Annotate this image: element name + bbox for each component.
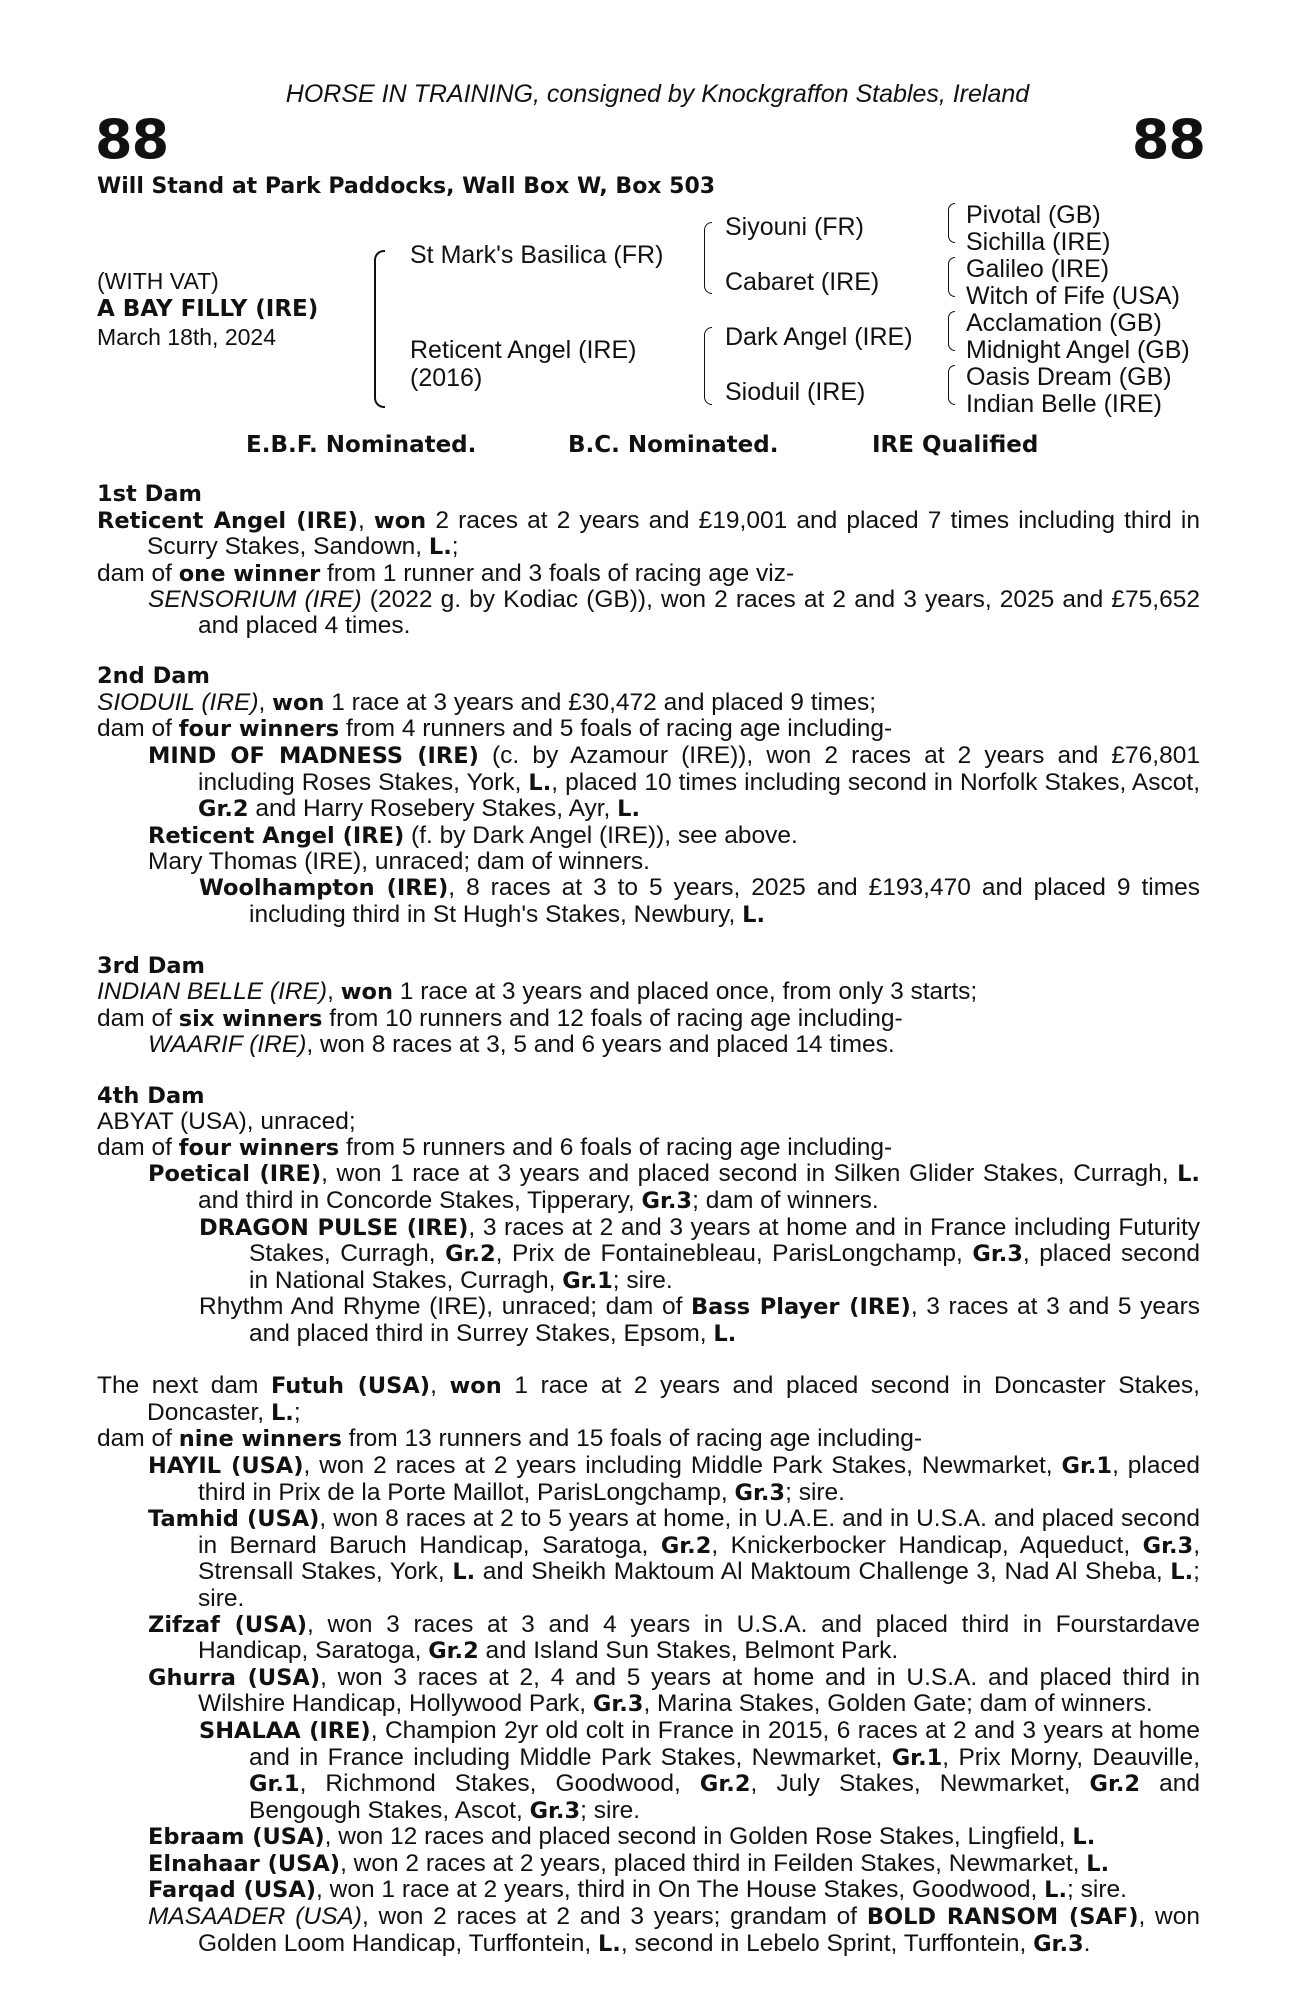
- pedigree-brace-main: [374, 250, 385, 408]
- vat-note: (WITH VAT): [97, 268, 219, 294]
- fourth-dam-record: ABYAT (USA), unraced;: [97, 1108, 356, 1136]
- ire-qualified: IRE Qualified: [872, 432, 1039, 458]
- next-dam-record: The next dam Futuh (USA), won 1 race at 2 years and placed second in Doncaster Stakes, Doncaster, L.;: [97, 1372, 1200, 1426]
- dam: Reticent Angel (IRE): [410, 336, 637, 364]
- pedigree-g6: Midnight Angel (GB): [966, 336, 1190, 364]
- third-dam-progeny: WAARIF (IRE), won 8 races at 3, 5 and 6 years and placed 14 times.: [148, 1031, 895, 1059]
- dam-sire: Dark Angel (IRE): [725, 323, 913, 351]
- pedigree-g7: Oasis Dream (GB): [966, 363, 1172, 391]
- pedigree-g1: Pivotal (GB): [966, 201, 1101, 229]
- next-dam-progeny-masaader: MASAADER (USA), won 2 races at 2 and 3 years; grandam of BOLD RANSOM (SAF), won Golden Loom Handicap, Turffontein, L., second in Lebelo Sprint, Turffontein, Gr.3.: [148, 1903, 1200, 1957]
- stable-location: Will Stand at Park Paddocks, Wall Box W, Box 503: [97, 174, 716, 199]
- pedigree-brace-g2: [948, 257, 955, 297]
- lot-number-left: 88: [95, 108, 169, 171]
- first-dam-progeny: SENSORIUM (IRE) (2022 g. by Kodiac (GB)), won 2 races at 2 and 3 years, 2025 and £75,652 and placed 4 times.: [148, 586, 1200, 639]
- third-dam-produce-summary: dam of six winners from 10 runners and 12 foals of racing age including-: [97, 1004, 903, 1032]
- first-dam-heading: 1st Dam: [97, 481, 202, 507]
- fourth-dam-heading: 4th Dam: [97, 1082, 205, 1109]
- next-dam-progeny-tamhid: Tamhid (USA), won 8 races at 2 to 5 years at home, in U.A.E. and in U.S.A. and placed second in Bernard Baruch Handicap, Saratoga, Gr.2, Knickerbocker Handicap, Aqueduct, Gr.3, Strensall Stakes, York, L. and Sheikh Maktoum Al Maktoum Challenge 3, Nad Al Sheba, L.; sire.: [148, 1505, 1200, 1612]
- next-dam-progeny-elnahaar: Elnahaar (USA), won 2 races at 2 years, placed third in Feilden Stakes, Newmarket, L.: [148, 1849, 1110, 1877]
- pedigree-brace-dam: [704, 327, 712, 405]
- foaling-date: March 18th, 2024: [97, 324, 277, 350]
- fourth-dam-grandprogeny-2: Rhythm And Rhyme (IRE), unraced; dam of Bass Player (IRE), 3 races at 3 and 5 years and placed third in Surrey Stakes, Epsom, L.: [199, 1293, 1200, 1347]
- next-dam-progeny-farqad: Farqad (USA), won 1 race at 2 years, third in On The House Stakes, Goodwood, L.; sire.: [148, 1876, 1127, 1904]
- second-dam-produce-summary: dam of four winners from 4 runners and 5 foals of racing age including-: [97, 715, 893, 743]
- pedigree-brace-sire: [704, 222, 712, 294]
- fourth-dam-produce-summary: dam of four winners from 5 runners and 6 foals of racing age including-: [97, 1133, 893, 1161]
- second-dam-progeny-2: Reticent Angel (IRE) (f. by Dark Angel (IRE)), see above.: [148, 821, 798, 849]
- consignor-header: HORSE IN TRAINING, consigned by Knockgraffon Stables, Ireland: [285, 80, 1030, 108]
- pedigree-brace-g1: [948, 203, 955, 243]
- second-dam-record: SIODUIL (IRE), won 1 race at 3 years and £30,472 and placed 9 times;: [97, 688, 877, 716]
- pedigree-brace-g3: [948, 311, 955, 351]
- next-dam-progeny-ghurra: Ghurra (USA), won 3 races at 2, 4 and 5 years at home and in U.S.A. and placed third in Wilshire Handicap, Hollywood Park, Gr.3, Marina Stakes, Golden Gate; dam of winners.: [148, 1663, 1200, 1718]
- next-dam-progeny-hayil: HAYIL (USA), won 2 races at 2 years including Middle Park Stakes, Newmarket, Gr.1, placed third in Prix de la Porte Maillot, ParisLongchamp, Gr.3; sire.: [148, 1451, 1200, 1506]
- pedigree-g3: Galileo (IRE): [966, 255, 1110, 283]
- next-dam-progeny-zifzaf: Zifzaf (USA), won 3 races at 3 and 4 years in U.S.A. and placed third in Fourstardave Handicap, Saratoga, Gr.2 and Island Sun Stakes, Belmont Park.: [148, 1610, 1201, 1665]
- first-dam-produce-summary: dam of one winner from 1 runner and 3 foals of racing age viz-: [97, 559, 795, 587]
- third-dam-record: INDIAN BELLE (IRE), won 1 race at 3 years and placed once, from only 3 starts;: [97, 978, 978, 1006]
- second-dam-progeny-3: Mary Thomas (IRE), unraced; dam of winners.: [148, 848, 650, 876]
- dam-year: (2016): [410, 364, 483, 392]
- pedigree-g2: Sichilla (IRE): [966, 228, 1111, 256]
- second-dam-heading: 2nd Dam: [97, 663, 210, 690]
- ebf-nomination: E.B.F. Nominated.: [246, 432, 477, 458]
- second-dam-progeny-1: MIND OF MADNESS (IRE) (c. by Azamour (IRE)), won 2 races at 2 years and £76,801 including Roses Stakes, York, L., placed 10 times including second in Norfolk Stakes, Ascot, Gr.2 and Harry Rosebery Stakes, Ayr, L.: [148, 741, 1201, 823]
- first-dam-record: Reticent Angel (IRE), won 2 races at 2 years and £19,001 and placed 7 times including third in Scurry Stakes, Sandown, L.;: [97, 506, 1200, 561]
- horse-name: A BAY FILLY (IRE): [97, 296, 319, 322]
- produce-record: [97, 482, 1200, 1957]
- fourth-dam-grandprogeny-1: DRAGON PULSE (IRE), 3 races at 2 and 3 years at home and in France including Futurity Stakes, Curragh, Gr.2, Prix de Fontainebleau, ParisLongchamp, Gr.3, placed second in National Stakes, Curragh, Gr.1; sire.: [199, 1213, 1200, 1294]
- pedigree-g5: Acclamation (GB): [966, 309, 1162, 337]
- sire-sire: Siyouni (FR): [725, 213, 864, 241]
- pedigree-g4: Witch of Fife (USA): [966, 282, 1180, 310]
- lot-number-right: 88: [1131, 108, 1205, 171]
- next-dam-progeny-ebraam: Ebraam (USA), won 12 races and placed second in Golden Rose Stakes, Lingfield, L.: [148, 1823, 1096, 1851]
- fourth-dam-progeny-1: Poetical (IRE), won 1 race at 3 years and placed second in Silken Glider Stakes, Curragh, L. and third in Concorde Stakes, Tipperary, Gr.3; dam of winners.: [148, 1160, 1200, 1215]
- sire: St Mark's Basilica (FR): [410, 241, 664, 269]
- sire-dam: Cabaret (IRE): [725, 268, 880, 296]
- pedigree-brace-g4: [948, 365, 955, 405]
- dam-dam: Sioduil (IRE): [725, 378, 866, 406]
- third-dam-heading: 3rd Dam: [97, 952, 205, 979]
- pedigree-g8: Indian Belle (IRE): [966, 390, 1162, 418]
- second-dam-grandprogeny: Woolhampton (IRE), 8 races at 3 to 5 years, 2025 and £193,470 and placed 9 times including third in St Hugh's Stakes, Newbury, L.: [199, 873, 1200, 928]
- next-dam-grandprogeny-shalaa: SHALAA (IRE), Champion 2yr old colt in France in 2015, 6 races at 2 and 3 years at home and in France including Middle Park Stakes, Newmarket, Gr.1, Prix Morny, Deauville, Gr.1, Richmond Stakes, Goodwood, Gr.2, July Stakes, Newmarket, Gr.2 and Bengough Stakes, Ascot, Gr.3; sire.: [199, 1716, 1200, 1824]
- bc-nomination: B.C. Nominated.: [568, 432, 779, 458]
- next-dam-produce-summary: dam of nine winners from 13 runners and 15 foals of racing age including-: [97, 1425, 923, 1453]
